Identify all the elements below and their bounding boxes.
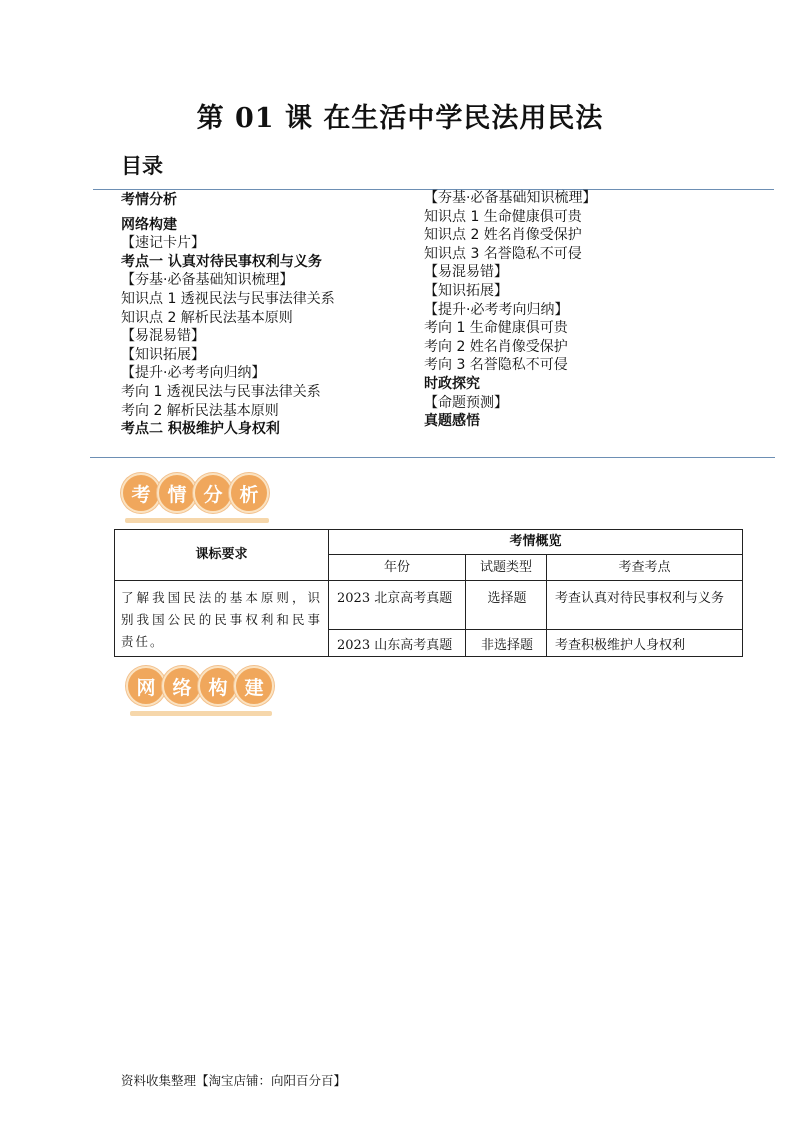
badge-char: 情 — [157, 473, 197, 513]
toc-item[interactable]: 知识点 2 解析民法基本原则 — [121, 309, 293, 326]
toc-item[interactable]: 【命题预测】 — [424, 394, 508, 411]
toc-item[interactable]: 考向 2 姓名肖像受保护 — [424, 338, 568, 355]
badge-char: 络 — [162, 666, 202, 706]
requirement-cell: 了解我国民法的基本原则，识别我国公民的民事权利和民事责任。 — [115, 581, 329, 657]
header-requirement: 课标要求 — [115, 530, 329, 581]
toc-item[interactable]: 【提升·必考考向归纳】 — [121, 365, 266, 382]
toc-item[interactable]: 【知识拓展】 — [121, 346, 205, 363]
badge-char: 构 — [198, 666, 238, 706]
toc-item[interactable]: 知识点 1 透视民法与民事法律关系 — [121, 290, 335, 307]
exam-info-table — [114, 529, 743, 657]
section-badge-network — [126, 666, 270, 706]
toc-heading: 目录 — [121, 154, 163, 178]
toc-item[interactable]: 【夯基·必备基础知识梳理】 — [121, 272, 294, 289]
row1-point: 考查认真对待民事权利与义务 — [547, 581, 743, 630]
toc-item[interactable]: 知识点 1 生命健康俱可贵 — [424, 208, 582, 225]
badge-char: 析 — [229, 473, 269, 513]
toc-item[interactable]: 考向 2 解析民法基本原则 — [121, 402, 279, 419]
footer-note: 资料收集整理【淘宝店铺：向阳百分百】 — [121, 1073, 347, 1088]
badge-char: 网 — [126, 666, 166, 706]
header-overview: 考情概览 — [329, 530, 743, 555]
page-title: 第 01 课 在生活中学民法用民法 — [196, 103, 604, 134]
toc-item[interactable]: 时政探究 — [424, 375, 480, 392]
toc-item[interactable]: 【提升·必考考向归纳】 — [424, 301, 569, 318]
toc-item[interactable]: 考向 1 透视民法与民事法律关系 — [121, 383, 321, 400]
toc-item[interactable]: 真题感悟 — [424, 413, 480, 430]
row2-year: 2023 山东高考真题 — [329, 630, 466, 657]
toc-item[interactable]: 【易混易错】 — [424, 264, 508, 281]
row2-point: 考查积极维护人身权利 — [547, 630, 743, 657]
toc-item[interactable]: 知识点 2 姓名肖像受保护 — [424, 227, 582, 244]
toc-item[interactable]: 考向 1 生命健康俱可贵 — [424, 320, 568, 337]
subheader-point: 考查考点 — [547, 555, 743, 581]
toc-left-column — [121, 191, 335, 439]
toc-bottom-rule — [90, 457, 775, 458]
badge-underline — [125, 518, 269, 523]
toc-item[interactable]: 考点二 积极维护人身权利 — [121, 421, 280, 438]
badge-underline — [130, 711, 272, 716]
toc-right-column — [424, 189, 596, 431]
toc-item[interactable]: 知识点 3 名誉隐私不可侵 — [424, 245, 582, 262]
badge-char: 分 — [193, 473, 233, 513]
row1-type: 选择题 — [466, 581, 547, 630]
toc-item[interactable]: 【易混易错】 — [121, 328, 205, 345]
badge-char: 建 — [234, 666, 274, 706]
toc-item[interactable]: 【速记卡片】 — [121, 235, 205, 252]
row1-year: 2023 北京高考真题 — [329, 581, 466, 630]
toc-item[interactable]: 网络构建 — [121, 216, 177, 233]
toc-item[interactable]: 考情分析 — [121, 192, 177, 208]
row2-type: 非选择题 — [466, 630, 547, 657]
toc-item[interactable]: 【知识拓展】 — [424, 282, 508, 299]
section-badge-analysis — [121, 473, 265, 513]
toc-item[interactable]: 考点一 认真对待民事权利与义务 — [121, 253, 322, 270]
subheader-year: 年份 — [329, 555, 466, 581]
toc-item[interactable]: 考向 3 名誉隐私不可侵 — [424, 357, 568, 374]
toc-item[interactable]: 【夯基·必备基础知识梳理】 — [424, 190, 597, 206]
badge-char: 考 — [121, 473, 161, 513]
subheader-type: 试题类型 — [466, 555, 547, 581]
